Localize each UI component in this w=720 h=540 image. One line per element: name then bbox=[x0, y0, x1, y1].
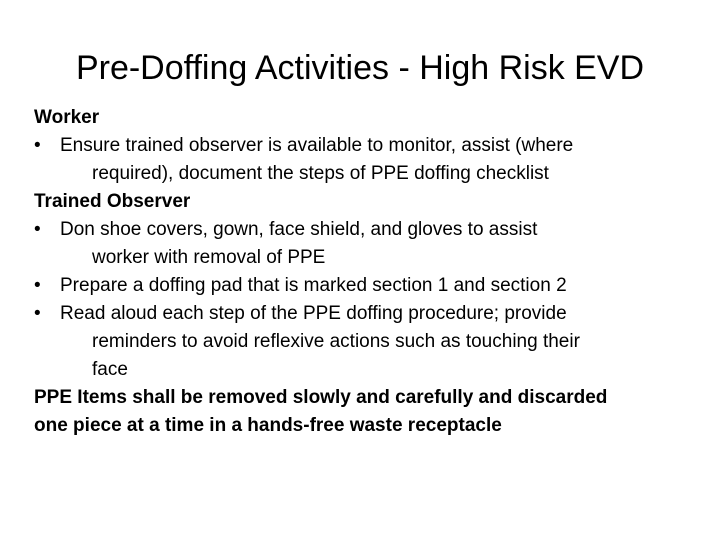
bullet-item bbox=[34, 216, 694, 272]
bullet-line: Don shoe covers, gown, face shield, and gloves to assist bbox=[60, 219, 538, 240]
bullet-icon: • bbox=[34, 219, 41, 240]
closing-line: PPE Items shall be removed slowly and carefully and discarded bbox=[34, 387, 608, 408]
closing-line: one piece at a time in a hands-free waste receptacle bbox=[34, 415, 502, 436]
closing-statement bbox=[34, 384, 694, 440]
bullet-line: Prepare a doffing pad that is marked section 1 and section 2 bbox=[60, 275, 567, 296]
bullet-icon: • bbox=[34, 135, 41, 156]
bullet-line: Ensure trained observer is available to monitor, assist (where bbox=[60, 135, 574, 156]
bullet-line: worker with removal of PPE bbox=[92, 247, 326, 268]
bullet-item bbox=[34, 300, 694, 384]
bullet-text bbox=[60, 300, 694, 384]
slide-title: Pre-Doffing Activities - High Risk EVD bbox=[75, 49, 645, 87]
bullet-line: face bbox=[92, 359, 128, 380]
bullet-item bbox=[34, 272, 694, 300]
bullet-item bbox=[34, 132, 694, 188]
bullet-icon: • bbox=[34, 303, 41, 324]
section-heading-worker: Worker bbox=[34, 107, 100, 128]
bullet-line: reminders to avoid reflexive actions such as touching their bbox=[92, 331, 580, 352]
bullet-line: required), document the steps of PPE doffing checklist bbox=[92, 163, 549, 184]
slide-body bbox=[34, 104, 694, 440]
bullet-text bbox=[60, 216, 694, 272]
section-heading-trained-observer: Trained Observer bbox=[34, 191, 191, 212]
bullet-text bbox=[60, 272, 694, 300]
bullet-icon: • bbox=[34, 275, 41, 296]
bullet-line: Read aloud each step of the PPE doffing procedure; provide bbox=[60, 303, 567, 324]
bullet-text bbox=[60, 132, 694, 188]
